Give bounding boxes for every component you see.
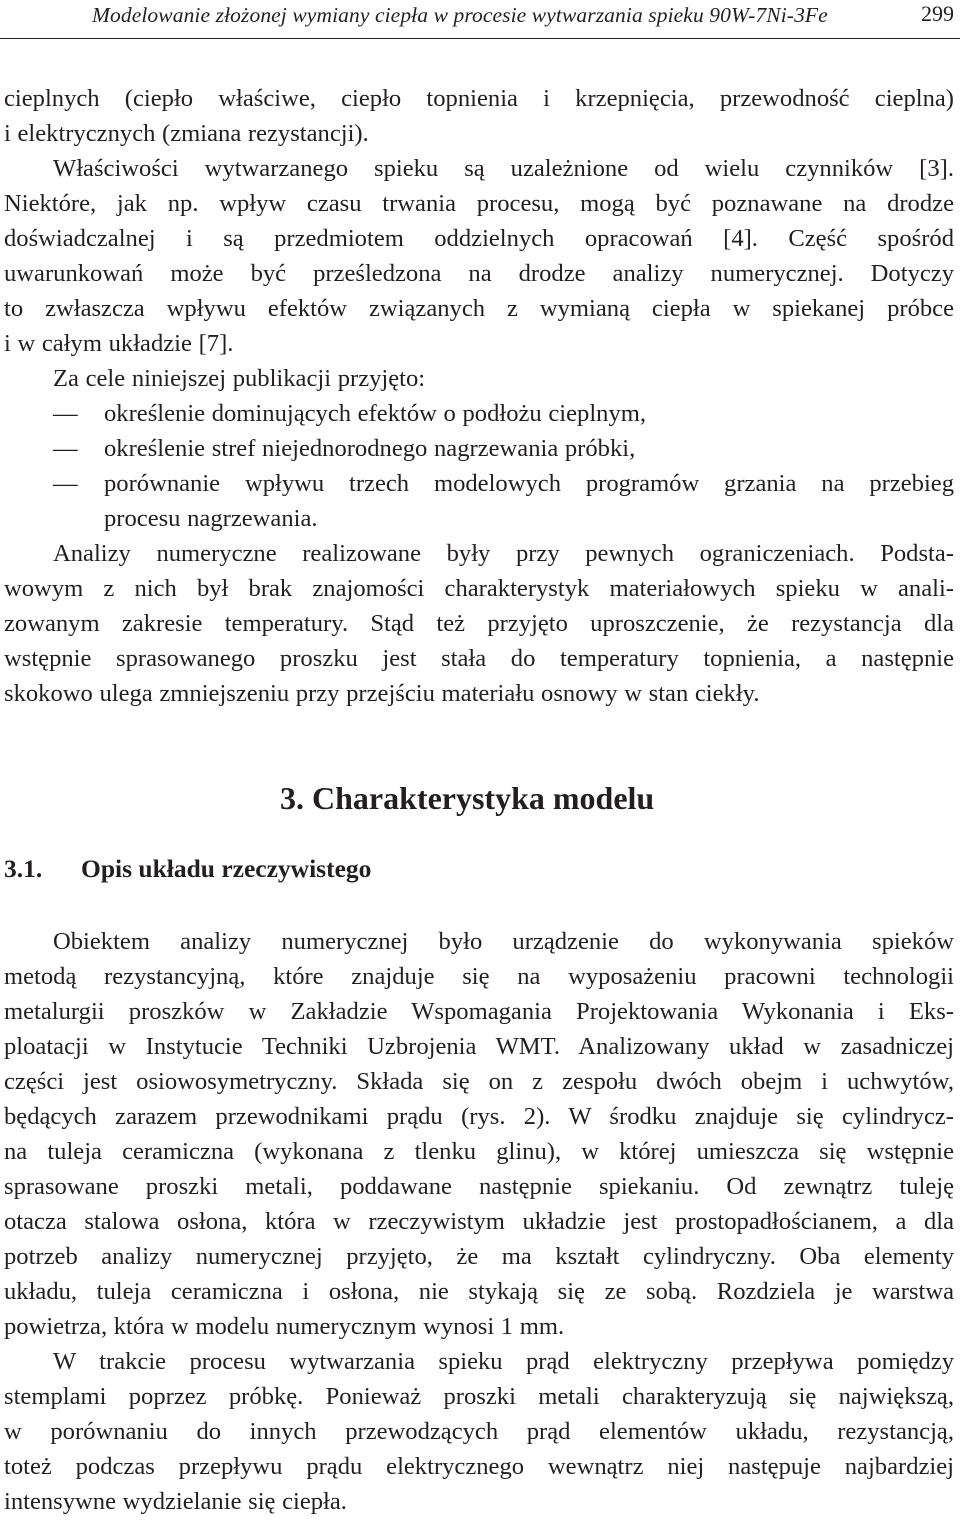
paragraph-4-line-5: skokowo ulega zmniejszeniu przy przejściu materiału osnowy w stan ciekły. (4, 680, 760, 707)
list-item-2: określenie stref niejednorodnego nagrzewania próbki, (104, 435, 636, 462)
paragraph-6-line-4: toteż podczas przepływu prądu elektrycznego wewnątrz niej następuje najbardziej (4, 1453, 954, 1480)
paragraph-4-line-3: zowanym zakresie temperatury. Stąd też przyjęto uproszczenie, że rezystancja dla (4, 610, 954, 637)
paragraph-5-line-4: ploatacji w Instytucie Techniki Uzbrojenia WMT. Analizowany układ w zasadniczej (4, 1033, 954, 1060)
paragraph-5-line-2: metodą rezystancyjną, które znajduje się na wyposażeniu pracowni technologii (4, 963, 954, 990)
paragraph-5-line-8: sprasowane proszki metali, poddawane następnie spiekaniu. Od zewnątrz tuleję (4, 1173, 954, 1200)
paragraph-2-line-2: Niektóre, jak np. wpływ czasu trwania procesu, mogą być poznawane na drodze (4, 190, 954, 217)
page-number: 299 (921, 1, 954, 26)
list-item-1: określenie dominujących efektów o podłożu cieplnym, (104, 400, 647, 427)
paragraph-4-line-2: wowym z nich był brak znajomości charakterystyk materiałowych spieku w anali- (4, 575, 954, 602)
running-title: Modelowanie złożonej wymiany ciepła w procesie wytwarzania spieku 90W-7Ni-3Fe (92, 3, 828, 27)
running-header (0, 0, 960, 39)
paragraph-5-line-9: otacza stalowa osłona, która w rzeczywistym układzie jest prostopadłościanem, a dla (4, 1208, 954, 1235)
subsection-title: Opis układu rzeczywistego (81, 854, 372, 883)
paragraph-2-line-3: doświadczalnej i są przedmiotem oddzielnych opracowań [4]. Część spośród (4, 225, 954, 252)
paragraph-6-line-2: stemplami poprzez próbkę. Ponieważ proszki metali charakteryzują się największą, (4, 1383, 954, 1410)
list-dash: — (53, 470, 78, 497)
subsection-number: 3.1. (4, 854, 43, 883)
paragraph-4-line-1: Analizy numeryczne realizowane były przy pewnych ograniczeniach. Podsta- (53, 540, 954, 567)
list-item-3-continuation: procesu nagrzewania. (104, 505, 318, 532)
paragraph-5-line-5: części jest osiowosymetryczny. Składa się on z zespołu dwóch obejm i uchwytów, (4, 1068, 954, 1095)
paragraph-4-line-4: wstępnie sprasowanego proszku jest stała do temperatury topnienia, a następnie (4, 645, 954, 672)
paragraph-5-line-10: potrzeb analizy numerycznej przyjęto, że ma kształt cylindryczny. Oba elementy (4, 1243, 954, 1270)
paragraph-1-line-2: i elektrycznych (zmiana rezystancji). (4, 120, 369, 147)
paragraph-2-line-4: uwarunkowań może być prześledzona na drodze analizy numerycznej. Dotyczy (4, 260, 954, 287)
paragraph-6-line-1: W trakcie procesu wytwarzania spieku prąd elektryczny przepływa pomiędzy (53, 1348, 954, 1375)
paragraph-5-line-7: na tuleja ceramiczna (wykonana z tlenku glinu), w której umieszcza się wstępnie (4, 1138, 954, 1165)
paragraph-2-line-6: i w całym układzie [7]. (4, 330, 234, 357)
paragraph-6-line-5: intensywne wydzielanie się ciepła. (4, 1488, 347, 1515)
paragraph-2-line-5: to zwłaszcza wpływu efektów związanych z wymianą ciepła w spiekanej próbce (4, 295, 954, 322)
section-heading: 3. Charakterystyka modelu (280, 780, 655, 816)
paragraph-1-line-1: cieplnych (ciepło właściwe, ciepło topnienia i krzepnięcia, przewodność cieplna) (4, 85, 954, 112)
list-dash: — (53, 400, 78, 427)
paragraph-5-line-3: metalurgii proszków w Zakładzie Wspomagania Projektowania Wykonania i Eks- (4, 998, 954, 1025)
list-item-3: porównanie wpływu trzech modelowych programów grzania na przebieg (104, 470, 954, 497)
paragraph-6-line-3: w porównaniu do innych przewodzących prąd elementów układu, rezystancją, (4, 1418, 954, 1445)
paragraph-5-line-12: powietrza, która w modelu numerycznym wynosi 1 mm. (4, 1313, 565, 1340)
paragraph-5-line-6: będących zarazem przewodnikami prądu (rys. 2). W środku znajduje się cylindrycz- (4, 1103, 954, 1130)
paragraph-2-line-1: Właściwości wytwarzanego spieku są uzależnione od wielu czynników [3]. (53, 155, 954, 182)
list-dash: — (53, 435, 78, 462)
paragraph-3-intro: Za cele niniejszej publikacji przyjęto: (53, 365, 426, 392)
paragraph-5-line-1: Obiektem analizy numerycznej było urządzenie do wykonywania spieków (53, 928, 954, 955)
paragraph-5-line-11: układu, tuleja ceramiczna i osłona, nie stykają się ze sobą. Rozdziela je warstwa (4, 1278, 954, 1305)
